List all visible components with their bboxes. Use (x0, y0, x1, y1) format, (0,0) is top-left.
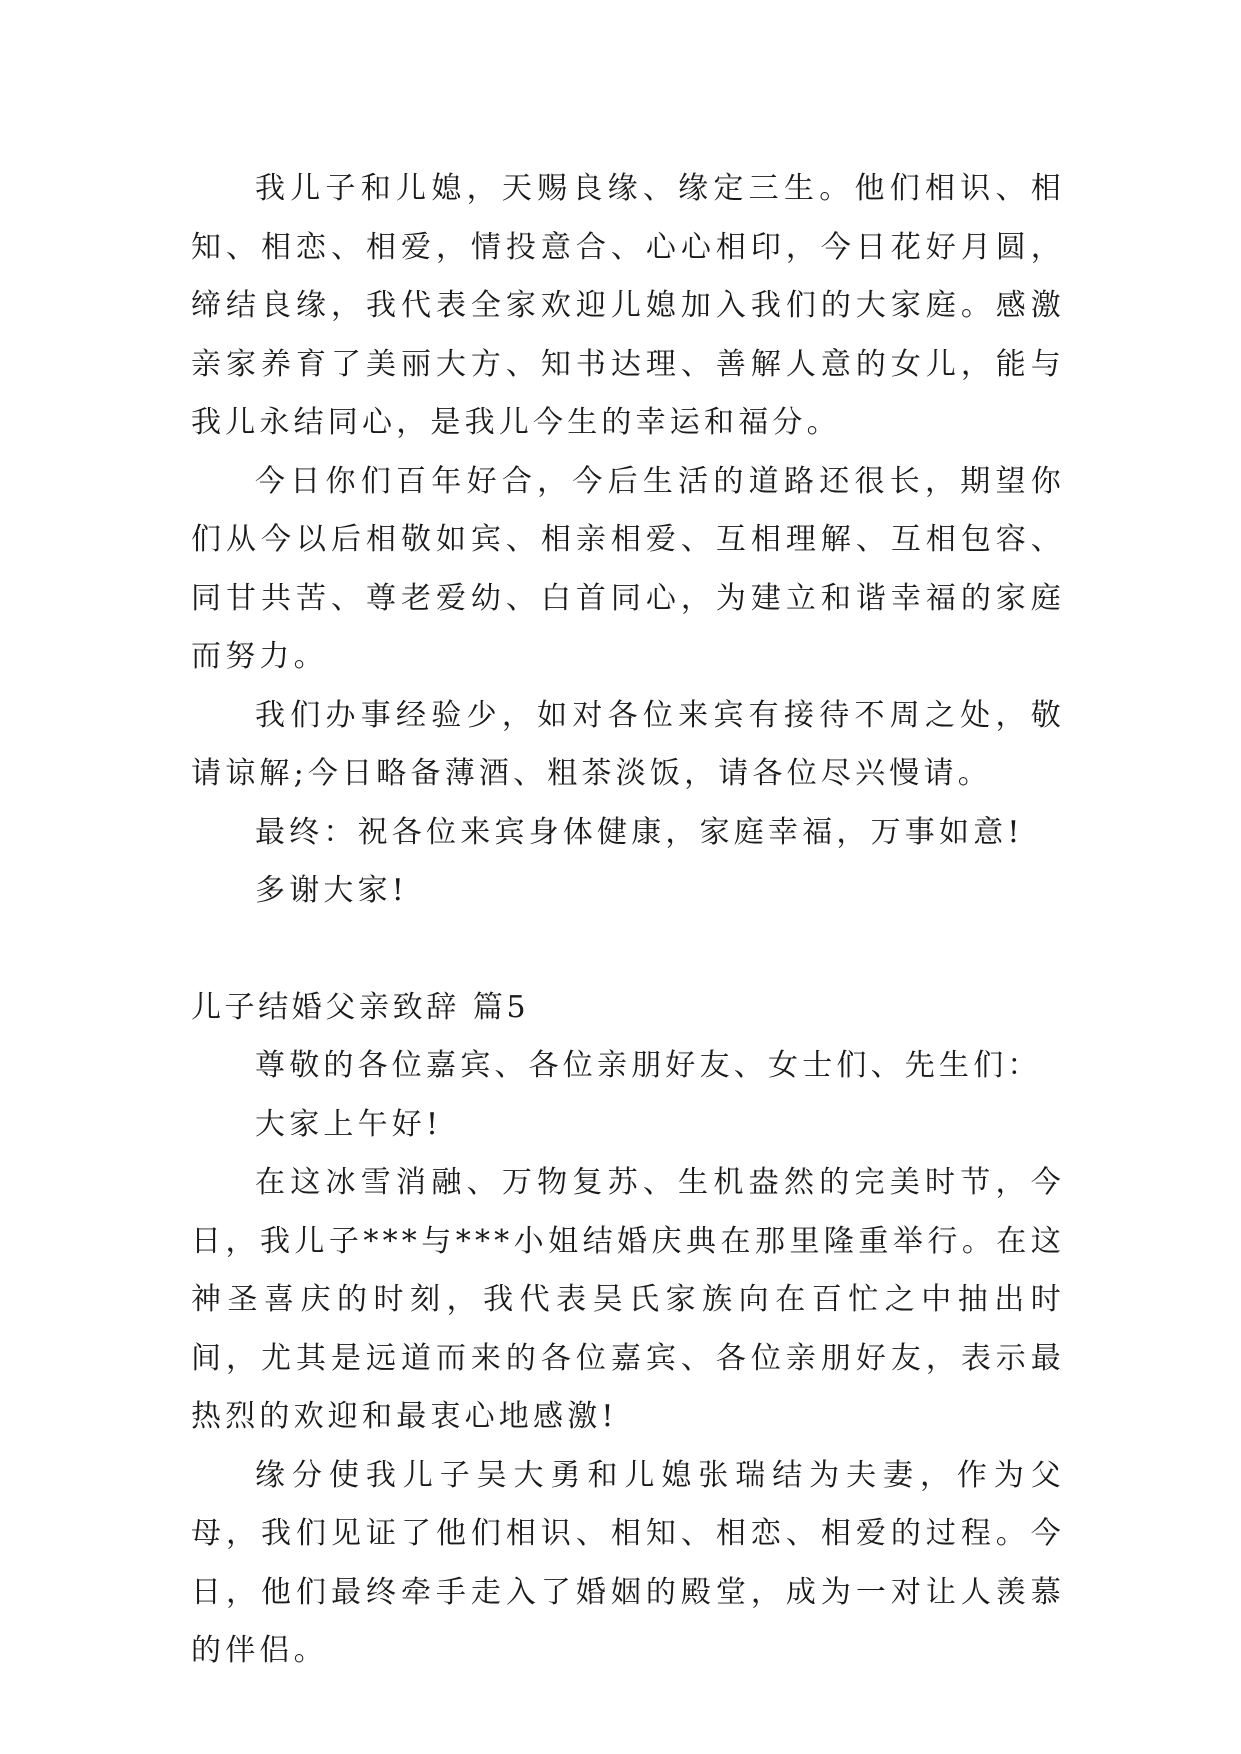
document-body (191, 160, 1065, 1681)
paragraph-marriage-story: 缘分使我儿子吴大勇和儿媳张瑞结为夫妻，作为父母，我们见证了他们相识、相知、相恋、相爱的过程。今日，他们最终牵手走入了婚姻的殿堂，成为一对让人羡慕的伴侣。 (191, 1457, 1065, 1668)
paragraph-ceremony-welcome: 在这冰雪消融、万物复苏、生机盎然的完美时节，今日，我儿子***与***小姐结婚庆典在那里隆重举行。在这神圣喜庆的时刻，我代表吴氏家族向在百忙之中抽出时间，尤其是远道而来的各位嘉宾、各位亲朋好友，表示最热烈的欢迎和最衷心地感激! (191, 1165, 1065, 1434)
paragraph-final-blessing: 最终：祝各位来宾身体健康，家庭幸福，万事如意! (255, 814, 1024, 850)
paragraph-thanks: 多谢大家! (255, 873, 409, 908)
paragraph-welcome-daughter-in-law: 我儿子和儿媳，天赐良缘、缘定三生。他们相识、相知、相恋、相爱，情投意合、心心相印，今日花好月圆，缔结良缘，我代表全家欢迎儿媳加入我们的大家庭。感激亲家养育了美丽大方、知书达理、善解人意的女儿，能与我儿永结同心，是我儿今生的幸运和福分。 (191, 171, 1065, 440)
paragraph-wishes-for-couple: 今日你们百年好合，今后生活的道路还很长，期望你们从今以后相敬如宾、相亲相爱、互相理解、互相包容、同甘共苦、尊老爱幼、白首同心，为建立和谐幸福的家庭而努力。 (191, 463, 1065, 674)
paragraph-salutation: 尊敬的各位嘉宾、各位亲朋好友、女士们、先生们： (255, 1048, 1042, 1083)
paragraph-greeting: 大家上午好! (255, 1106, 443, 1142)
section-heading: 儿子结婚父亲致辞 篇5 (191, 989, 530, 1025)
paragraph-apology-to-guests: 我们办事经验少，如对各位来宾有接待不周之处，敬请谅解;今日略备薄酒、粗茶淡饭，请各位尽兴慢请。 (191, 697, 1065, 791)
